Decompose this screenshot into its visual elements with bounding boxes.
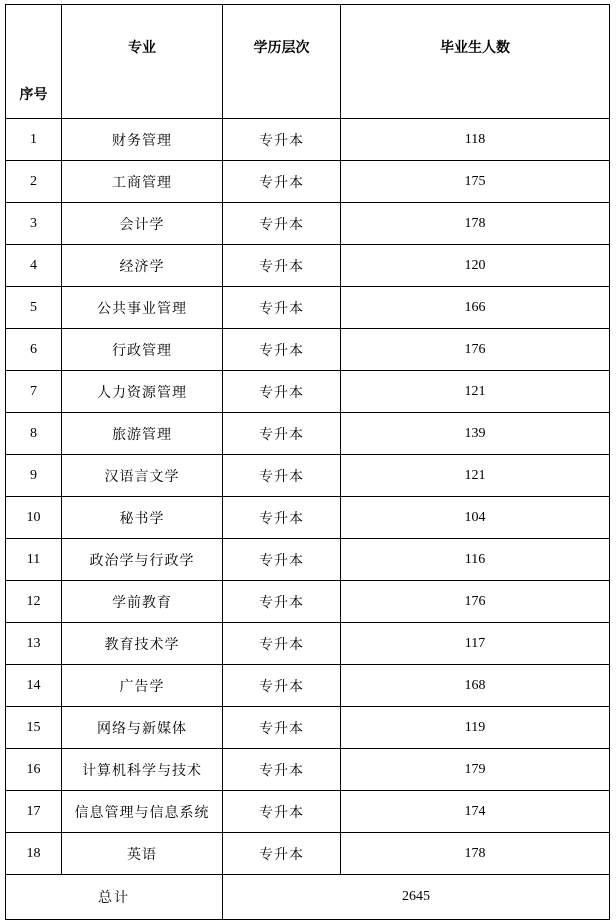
table-row: [6, 203, 610, 245]
cell-index: 15: [6, 707, 62, 749]
cell-major: 信息管理与信息系统: [62, 791, 223, 833]
cell-major: 旅游管理: [62, 413, 223, 455]
cell-count: 174: [341, 791, 610, 833]
cell-count: 176: [341, 329, 610, 371]
cell-level: 专升本: [223, 203, 341, 245]
cell-count: 175: [341, 161, 610, 203]
cell-index: 7: [6, 371, 62, 413]
cell-level: 专升本: [223, 833, 341, 875]
cell-major: 广告学: [62, 665, 223, 707]
cell-count: 116: [341, 539, 610, 581]
cell-major: 会计学: [62, 203, 223, 245]
cell-level: 专升本: [223, 245, 341, 287]
header-index: 序号: [6, 5, 62, 119]
cell-level: 专升本: [223, 287, 341, 329]
cell-count: 178: [341, 833, 610, 875]
table-row: [6, 245, 610, 287]
cell-count: 178: [341, 203, 610, 245]
header-level: 学历层次: [223, 5, 341, 119]
cell-index: 12: [6, 581, 62, 623]
cell-major: 财务管理: [62, 119, 223, 161]
cell-level: 专升本: [223, 497, 341, 539]
cell-count: 117: [341, 623, 610, 665]
cell-index: 11: [6, 539, 62, 581]
graduates-table: [5, 4, 610, 920]
table-body: [6, 119, 610, 875]
cell-level: 专升本: [223, 665, 341, 707]
header-major: 专业: [62, 5, 223, 119]
cell-level: 专升本: [223, 749, 341, 791]
cell-major: 英语: [62, 833, 223, 875]
cell-index: 3: [6, 203, 62, 245]
cell-count: 104: [341, 497, 610, 539]
table-header-row: [6, 5, 610, 119]
cell-level: 专升本: [223, 581, 341, 623]
cell-level: 专升本: [223, 707, 341, 749]
cell-major: 人力资源管理: [62, 371, 223, 413]
cell-count: 120: [341, 245, 610, 287]
cell-major: 公共事业管理: [62, 287, 223, 329]
table-row: [6, 791, 610, 833]
cell-level: 专升本: [223, 539, 341, 581]
table-row: [6, 287, 610, 329]
cell-level: 专升本: [223, 791, 341, 833]
cell-level: 专升本: [223, 371, 341, 413]
cell-count: 139: [341, 413, 610, 455]
table-row: [6, 749, 610, 791]
cell-index: 13: [6, 623, 62, 665]
total-value: 2645: [223, 875, 610, 920]
table-row: [6, 581, 610, 623]
cell-index: 17: [6, 791, 62, 833]
table-row: [6, 455, 610, 497]
cell-major: 教育技术学: [62, 623, 223, 665]
cell-level: 专升本: [223, 413, 341, 455]
cell-index: 14: [6, 665, 62, 707]
cell-major: 学前教育: [62, 581, 223, 623]
total-row: [6, 875, 610, 920]
cell-index: 1: [6, 119, 62, 161]
cell-level: 专升本: [223, 329, 341, 371]
cell-index: 18: [6, 833, 62, 875]
cell-index: 5: [6, 287, 62, 329]
cell-major: 经济学: [62, 245, 223, 287]
cell-level: 专升本: [223, 119, 341, 161]
cell-count: 166: [341, 287, 610, 329]
cell-count: 176: [341, 581, 610, 623]
cell-major: 汉语言文学: [62, 455, 223, 497]
table-row: [6, 623, 610, 665]
cell-count: 118: [341, 119, 610, 161]
table-row: [6, 665, 610, 707]
cell-major: 政治学与行政学: [62, 539, 223, 581]
cell-index: 6: [6, 329, 62, 371]
cell-index: 16: [6, 749, 62, 791]
cell-count: 179: [341, 749, 610, 791]
table-row: [6, 539, 610, 581]
table-row: [6, 119, 610, 161]
cell-level: 专升本: [223, 161, 341, 203]
table-row: [6, 413, 610, 455]
cell-count: 121: [341, 455, 610, 497]
cell-count: 121: [341, 371, 610, 413]
table-row: [6, 371, 610, 413]
cell-major: 秘书学: [62, 497, 223, 539]
table-row: [6, 707, 610, 749]
header-count: 毕业生人数: [341, 5, 610, 119]
cell-level: 专升本: [223, 455, 341, 497]
cell-count: 119: [341, 707, 610, 749]
cell-index: 10: [6, 497, 62, 539]
cell-count: 168: [341, 665, 610, 707]
cell-major: 工商管理: [62, 161, 223, 203]
cell-major: 计算机科学与技术: [62, 749, 223, 791]
table-row: [6, 161, 610, 203]
cell-index: 9: [6, 455, 62, 497]
cell-major: 网络与新媒体: [62, 707, 223, 749]
table-row: [6, 329, 610, 371]
cell-index: 2: [6, 161, 62, 203]
table-row: [6, 497, 610, 539]
total-label: 总计: [6, 875, 223, 920]
cell-major: 行政管理: [62, 329, 223, 371]
cell-index: 4: [6, 245, 62, 287]
table-row: [6, 833, 610, 875]
cell-level: 专升本: [223, 623, 341, 665]
cell-index: 8: [6, 413, 62, 455]
